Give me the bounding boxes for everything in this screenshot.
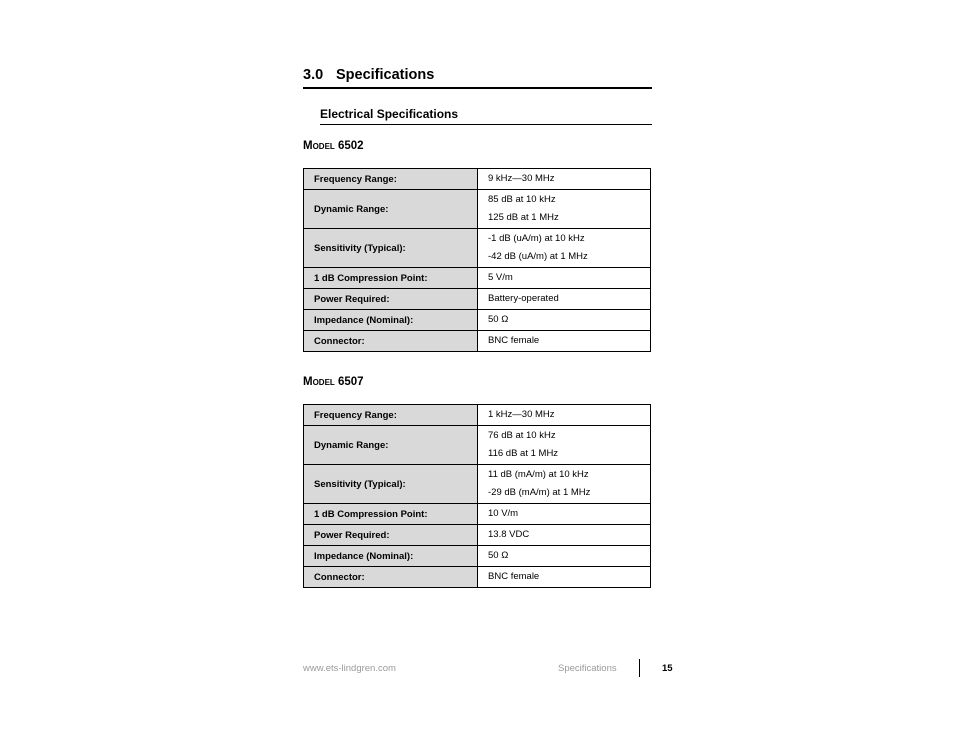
page-number: 15 xyxy=(662,663,673,674)
spec-label: Dynamic Range: xyxy=(304,190,478,229)
spec-value: 10 V/m xyxy=(478,504,651,525)
footer-url[interactable]: www.ets-lindgren.com xyxy=(303,663,396,674)
model-6502-heading: Model 6502 xyxy=(303,140,364,152)
spec-value: 76 dB at 10 kHz 116 dB at 1 MHz xyxy=(478,426,651,465)
spec-label: 1 dB Compression Point: xyxy=(304,504,478,525)
spec-label: Power Required: xyxy=(304,289,478,310)
section-heading xyxy=(303,67,652,89)
spec-value: -1 dB (uA/m) at 10 kHz -42 dB (uA/m) at 1 MHz xyxy=(478,229,651,268)
spec-label: Dynamic Range: xyxy=(304,426,478,465)
section-title: Specifications xyxy=(336,67,435,83)
spec-value: 5 V/m xyxy=(478,268,651,289)
spec-label: Frequency Range: xyxy=(304,405,478,426)
model-6502-spec-table xyxy=(303,168,651,352)
spec-value: 9 kHz—30 MHz xyxy=(478,169,651,190)
spec-value: 85 dB at 10 kHz 125 dB at 1 MHz xyxy=(478,190,651,229)
table-row xyxy=(304,426,651,465)
table-row xyxy=(304,405,651,426)
spec-label: Sensitivity (Typical): xyxy=(304,229,478,268)
table-row xyxy=(304,504,651,525)
spec-value: Battery-operated xyxy=(478,289,651,310)
model-6507-spec-table xyxy=(303,404,651,588)
spec-value: 13.8 VDC xyxy=(478,525,651,546)
table-row xyxy=(304,169,651,190)
spec-value: 1 kHz—30 MHz xyxy=(478,405,651,426)
spec-label: Sensitivity (Typical): xyxy=(304,465,478,504)
spec-label: Impedance (Nominal): xyxy=(304,310,478,331)
table-row xyxy=(304,289,651,310)
spec-value: 11 dB (mA/m) at 10 kHz -29 dB (mA/m) at 1 MHz xyxy=(478,465,651,504)
spec-label: Connector: xyxy=(304,331,478,352)
subsection-heading: Electrical Specifications xyxy=(320,107,652,125)
table-row xyxy=(304,567,651,588)
table-row xyxy=(304,331,651,352)
spec-label: Connector: xyxy=(304,567,478,588)
spec-label: Frequency Range: xyxy=(304,169,478,190)
table-row xyxy=(304,190,651,229)
table-row xyxy=(304,310,651,331)
table-row xyxy=(304,229,651,268)
spec-label: Impedance (Nominal): xyxy=(304,546,478,567)
spec-value: 50 Ω xyxy=(478,310,651,331)
table-row xyxy=(304,465,651,504)
spec-label: 1 dB Compression Point: xyxy=(304,268,478,289)
spec-label: Power Required: xyxy=(304,525,478,546)
spec-value: BNC female xyxy=(478,567,651,588)
table-row xyxy=(304,525,651,546)
section-number: 3.0 xyxy=(303,67,324,83)
model-6507-heading: Model 6507 xyxy=(303,376,364,388)
table-row xyxy=(304,546,651,567)
spec-value: 50 Ω xyxy=(478,546,651,567)
table-row xyxy=(304,268,651,289)
spec-value: BNC female xyxy=(478,331,651,352)
footer-section-name: Specifications xyxy=(558,663,617,674)
footer-divider xyxy=(639,659,640,677)
